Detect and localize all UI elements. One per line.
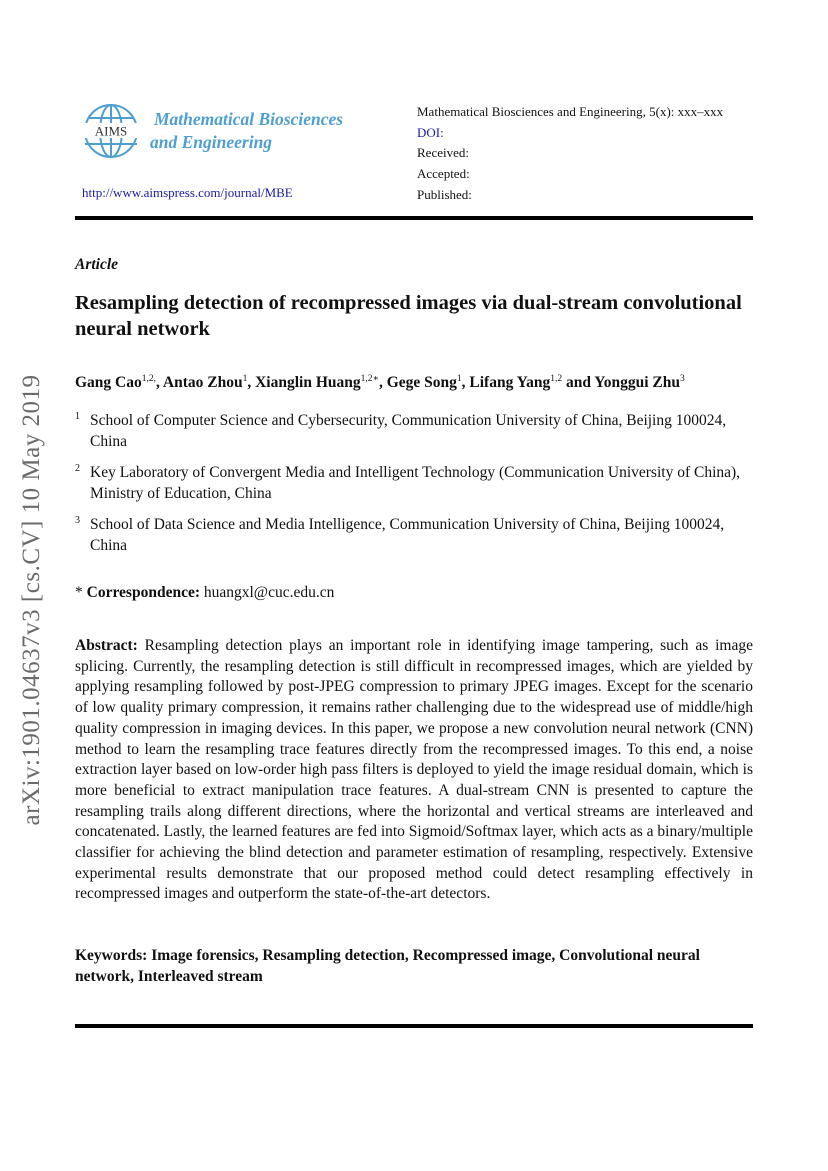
article-type: Article [75,256,119,273]
author-affiliation-marker: 1,2, [141,374,156,384]
author-affiliation-marker: 1 [456,374,462,384]
published-label: Published: [417,186,472,202]
author-list [75,373,775,392]
keywords-label: Keywords: [75,947,148,964]
header-rule [75,216,753,220]
affiliation-text: Key Laboratory of Convergent Media and Intelligent Technology (Communication University of China), Ministry of Education, China [90,464,741,502]
author-separator: , [247,374,256,392]
affiliation-number: 1 [75,411,80,422]
arxiv-identifier [14,352,50,848]
abstract [75,636,753,905]
received-label: Received: [417,145,469,161]
author-name: Gang Cao [75,374,142,392]
publication-meta [417,102,723,206]
author-affiliation-marker: 1,2 [550,374,563,384]
keywords [75,946,753,987]
journal-name-line1: Mathematical Biosciences [154,109,344,129]
correspondence-marker: * [75,584,83,601]
affiliation-number: 2 [75,463,80,474]
author-name: Yonggui Zhu [594,374,681,392]
doi-link[interactable]: DOI: [417,124,444,140]
paper-title: Resampling detection of recompressed images via dual-stream convolutional neural network [75,292,742,340]
affiliation-3 [75,514,755,556]
abstract-text: Resampling detection plays an important role in identifying image tampering, such as image splicing. Currently, the resampling detection is still difficult in recompressed images, which are yielded by applying resampling followed by post-JPEG compression to primary JPEG images. Except for the scenario of low quality primary compression, it remains rather challenging due to the widespread use of middle/high quality compression in imaging devices. In this paper, we propose a new convolution neural network (CNN) method to learn the resampling trace features directly from the recompressed images. To this end, a noise extraction layer based on low-order high pass filters is deployed to yield the image residual domain, which is more beneficial to extract manipulation trace features. A dual-stream CNN is presented to capture the resampling trails along different directions, where the horizontal and vertical streams are interleaved and concatenated. Lastly, the learned features are fed into Sigmoid/Softmax layer, which acts as a binary/multiple classifier for achieving the blind detection and parameter estimation of resampling, respectively. Extensive experimental results demonstrate that our proposed method could detect resampling effectively in recompressed images and outperform the state-of-the-art detectors. [75,637,753,903]
author-name: Antao Zhou [162,374,243,392]
correspondence-label: Correspondence: [86,584,200,601]
accepted-label: Accepted: [417,166,470,182]
footer-rule [75,1024,753,1028]
journal-name [150,108,343,154]
author-separator: , [156,374,163,392]
affiliation-2 [75,462,755,504]
abstract-label: Abstract: [75,637,138,654]
author-separator: and [562,374,595,392]
correspondence [75,584,334,602]
author-separator: , [461,374,470,392]
correspondence-email[interactable]: huangxl@cuc.edu.cn [203,584,335,601]
arxiv-identifier-text: arXiv:1901.04637v3 [cs.CV] 10 May 2019 [18,374,45,826]
affiliation-number: 3 [75,515,80,526]
author-name: Xianglin Huang [255,374,361,392]
author-name: Gege Song [386,374,457,392]
journal-url-link[interactable]: http://www.aimspress.com/journal/MBE [82,185,293,200]
author-name: Lifang Yang [469,374,551,392]
citation-line: Mathematical Biosciences and Engineering, 5(x): xxx–xxx [417,104,724,119]
affiliation-1 [75,410,755,452]
journal-name-line2: and Engineering [150,132,273,152]
keywords-text: Image forensics, Resampling detection, Recompressed image, Convolutional neural network, Interleaved stream [75,947,700,985]
author-affiliation-marker: 1,2∗ [360,374,379,384]
affiliation-text: School of Data Science and Media Intelligence, Communication University of China, Beijing 100024, China [90,516,725,554]
aims-logo-text: AIMS [94,123,128,139]
affiliation-text: School of Computer Science and Cybersecurity, Communication University of China, Beijing 100024, China [90,412,727,450]
aims-globe-logo [82,102,140,160]
author-affiliation-marker: 3 [680,374,685,384]
author-separator: , [378,374,387,392]
author-affiliation-marker: 1 [242,374,248,384]
